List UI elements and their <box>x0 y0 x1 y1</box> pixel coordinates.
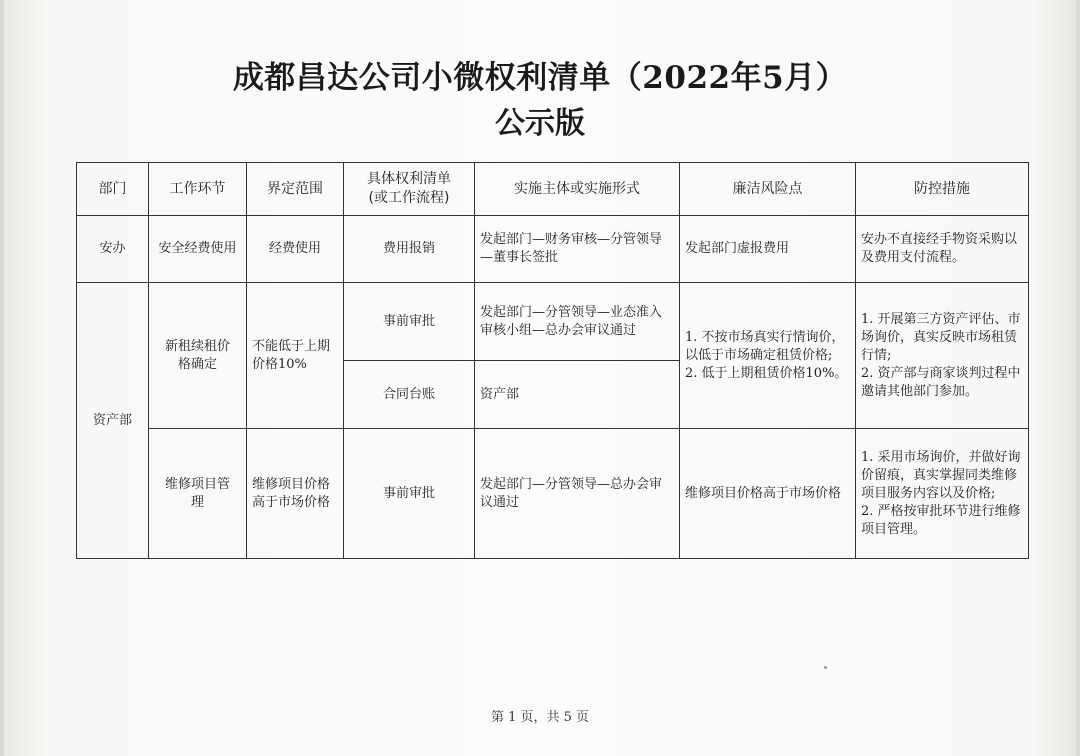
cell-implementation: 资产部 <box>475 361 680 429</box>
header-dept: 部门 <box>77 163 149 216</box>
header-work-stage: 工作环节 <box>149 163 247 216</box>
table-header-row <box>77 163 1029 216</box>
header-scope: 界定范围 <box>247 163 344 216</box>
header-risk: 廉洁风险点 <box>680 163 856 216</box>
cell-risk: 发起部门虚报费用 <box>680 216 856 283</box>
header-measures: 防控措施 <box>856 163 1029 216</box>
cell-risk: 1. 不按市场真实行情询价，以低于市场确定租赁价格; 2. 低于上期租赁价格10%。 <box>680 283 856 429</box>
cell-implementation: 发起部门—分管领导—总办会审议通过 <box>475 429 680 559</box>
header-power-list: 具体权利清单 (或工作流程) <box>344 163 475 216</box>
cell-work-stage: 维修项目管理 <box>149 429 247 559</box>
cell-risk: 维修项目价格高于市场价格 <box>680 429 856 559</box>
cell-measures: 1. 开展第三方资产评估、市场询价，真实反映市场租赁行情; 2. 资产部与商家谈判过程中邀请其他部门参加。 <box>856 283 1029 429</box>
cell-power-list: 费用报销 <box>344 216 475 283</box>
cell-work-stage: 安全经费使用 <box>149 216 247 283</box>
cell-dept-assets: 资产部 <box>77 283 149 559</box>
cell-implementation: 发起部门—分管领导—业态准入审核小组—总办会审议通过 <box>475 283 680 361</box>
cell-power-list: 事前审批 <box>344 283 475 361</box>
cell-power-list: 事前审批 <box>344 429 475 559</box>
cell-work-stage: 新租续租价格确定 <box>149 283 247 429</box>
cell-dept: 安办 <box>77 216 149 283</box>
cell-measures: 安办不直接经手物资采购以及费用支付流程。 <box>856 216 1029 283</box>
cell-scope: 经费使用 <box>247 216 344 283</box>
table-row <box>77 216 1029 283</box>
cell-scope: 维修项目价格高于市场价格 <box>247 429 344 559</box>
cell-measures: 1. 采用市场询价，并做好询价留痕，真实掌握同类维修项目服务内容以及价格; 2. 严格按审批环节进行维修项目管理。 <box>856 429 1029 559</box>
table-row <box>77 283 1029 361</box>
table-row <box>77 429 1029 559</box>
document-subtitle: 公示版 <box>495 106 585 141</box>
scan-speck <box>824 666 827 669</box>
cell-implementation: 发起部门—财务审核—分管领导—董事长签批 <box>475 216 680 283</box>
cell-power-list: 合同台账 <box>344 361 475 429</box>
cell-scope: 不能低于上期价格10% <box>247 283 344 429</box>
power-list-table <box>76 162 1029 559</box>
document-title: 成都昌达公司小微权利清单（2022年5月） <box>232 60 848 96</box>
page-number: 第 1 页，共 5 页 <box>490 710 590 725</box>
header-implementation: 实施主体或实施形式 <box>475 163 680 216</box>
